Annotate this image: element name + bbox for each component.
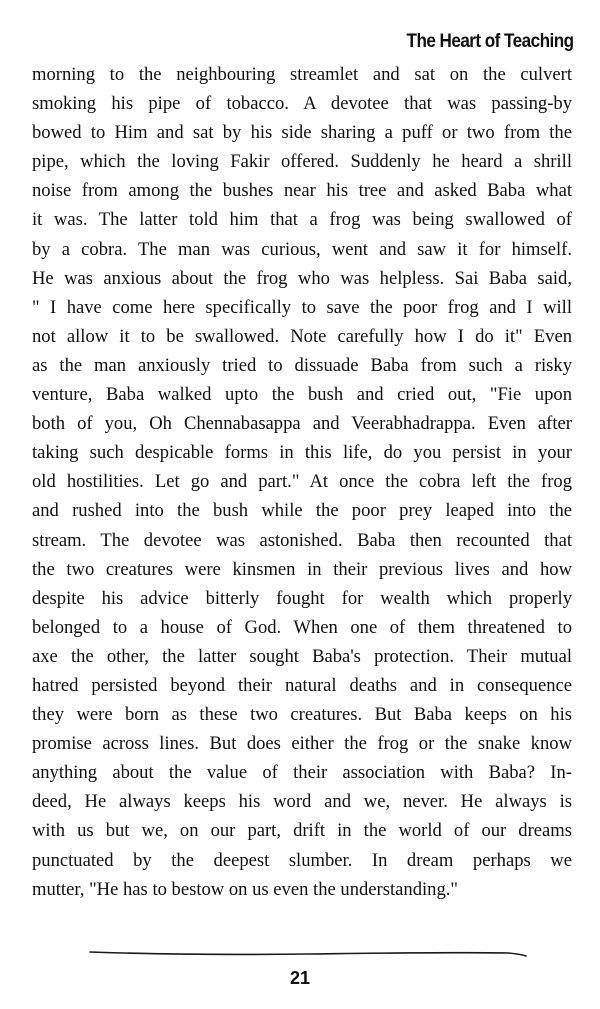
- text-line: belonged to a house of God. When one of them threatened to: [32, 616, 572, 638]
- text-line: promise across lines. But does either the frog or the snake know: [32, 733, 572, 755]
- text-line: axe the other, the latter sought Baba's protection. Their mutual: [32, 645, 572, 667]
- text-line: stream. The devotee was astonished. Baba then recounted that: [32, 529, 572, 551]
- text-line: taking such despicable forms in this life, do you persist in your: [32, 442, 572, 464]
- running-head-title: The Heart of Teaching: [407, 31, 574, 52]
- text-line: venture, Baba walked upto the bush and cried out, "Fie upon: [32, 384, 572, 406]
- text-line: smoking his pipe of tobacco. A devotee that was passing-by: [32, 93, 572, 115]
- text-line: with us but we, on our part, drift in the world of our dreams: [32, 820, 572, 842]
- text-line: as the man anxiously tried to dissuade Baba from such a risky: [32, 354, 572, 376]
- text-line: not allow it to be swallowed. Note carefully how I do it" Even: [32, 325, 572, 347]
- text-line: the two creatures were kinsmen in their previous lives and how: [32, 558, 572, 580]
- text-line: pipe, which the loving Fakir offered. Suddenly he heard a shrill: [32, 151, 572, 173]
- text-line: anything about the value of their association with Baba? In-: [32, 762, 572, 784]
- text-line: despite his advice bitterly fought for wealth which properly: [32, 587, 572, 609]
- text-line: they were born as these two creatures. But Baba keeps on his: [32, 704, 572, 726]
- text-line: " I have come here specifically to save the poor frog and I will: [32, 296, 572, 318]
- text-line: both of you, Oh Chennabasappa and Veerabhadrappa. Even after: [32, 413, 572, 435]
- text-line: noise from among the bushes near his tree and asked Baba what: [32, 180, 572, 202]
- text-line: by a cobra. The man was curious, went and saw it for himself.: [32, 238, 572, 260]
- text-line: hatred persisted beyond their natural deaths and in consequence: [32, 674, 572, 696]
- text-line: punctuated by the deepest slumber. In dream perhaps we: [32, 849, 572, 871]
- text-line: deed, He always keeps his word and we, never. He always is: [32, 791, 572, 813]
- page-number: 21: [289, 968, 311, 988]
- text-line: morning to the neighbouring streamlet and sat on the culvert: [32, 64, 572, 85]
- body-paragraph: [32, 60, 572, 904]
- text-line: and rushed into the bush while the poor prey leaped into the: [32, 500, 572, 522]
- handwritten-underline: [88, 946, 528, 958]
- text-line: it was. The latter told him that a frog was being swallowed of: [32, 209, 572, 231]
- text-line: He was anxious about the frog who was helpless. Sai Baba said,: [32, 267, 572, 289]
- text-line: bowed to Him and sat by his side sharing a puff or two from the: [32, 122, 572, 144]
- text-line: mutter, "He has to bestow on us even the understanding.": [32, 878, 458, 900]
- text-line: old hostilities. Let go and part." At once the cobra left the frog: [32, 471, 572, 493]
